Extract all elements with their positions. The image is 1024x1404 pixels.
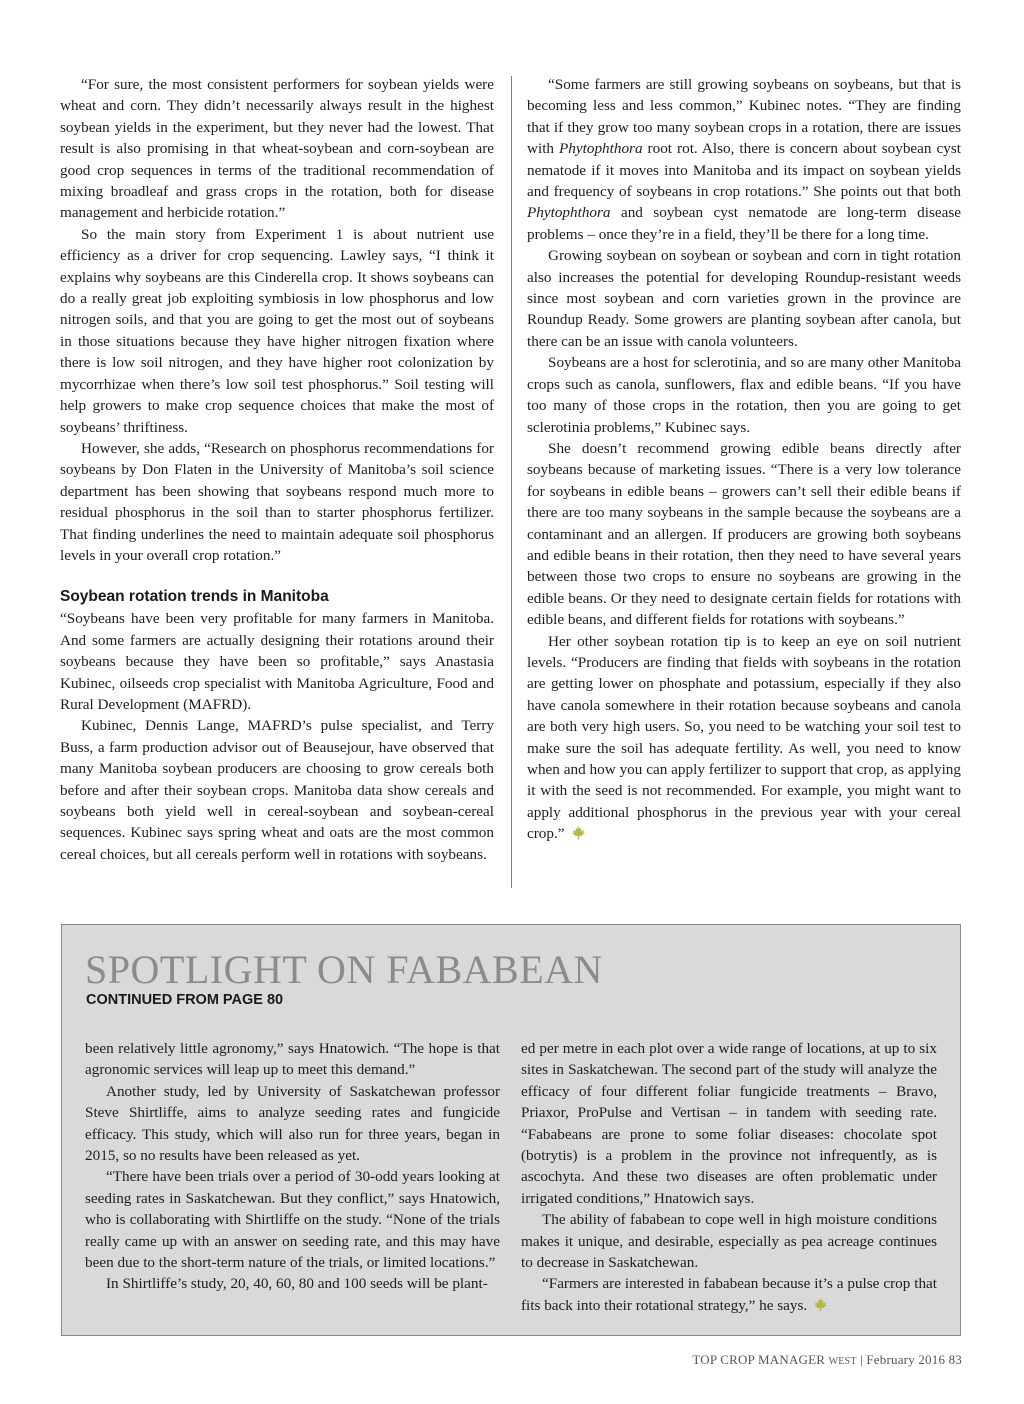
article-right-column: [527, 74, 961, 845]
sidebar-right-column: [521, 1038, 937, 1316]
sidebar-paragraph: Another study, led by University of Saskatchewan professor Steve Shirtliffe, aims to analyze seeding rates and fungicide efficacy. This study, which will also run for three years, began in 2015, so no results have been released as yet.: [85, 1082, 500, 1165]
article-paragraph: Soybeans are a host for sclerotinia, and so are many other Manitoba crops such as canola, sunflowers, flax and edible beans. “If you have too many of those crops in the rotation, then you are going to get sclerotinia problems,” Kubinec says.: [527, 354, 961, 436]
italic-term: Phytophthora: [559, 140, 643, 158]
article-paragraph: [527, 631, 961, 845]
article-paragraph: She doesn’t recommend growing edible beans directly after soybeans because of marketing issues. “There is a very low tolerance for soybeans in edible beans – growers can’t sell their edible beans if there are too many soybeans in the sample because the soybeans are a contaminant and an allergen. If producers are growing both soybeans and edible beans in their rotation, then they need to have several years between those two crops to ensure no soybeans are growing in the edible beans. Or they need to designate certain fields for rotations with edible beans, and different fields for rotations with soybeans.”: [527, 439, 961, 629]
sidebar-paragraph: In Shirtliffe’s study, 20, 40, 60, 80 and 100 seeds will be plant-: [106, 1275, 488, 1293]
text-run: Her other soybean rotation tip is to keep an eye on soil nutrient levels. “Producers are finding that fields with soybeans in the rotation are getting lower on phosphate and potassium, especially if they also have canola somewhere in their rotation because soybeans and canola are both very high users. So, you need to be watching your soil test to make sure the soil has adequate fertility. As well, you need to know when and how you can apply fertilizer to support that crop, as applying it with the seed is not recommended. For example, you might want to apply additional phosphorus in the previous year with your cereal crop.”: [527, 632, 961, 843]
article-paragraph: However, she adds, “Research on phosphorus recommendations for soybeans by Don Flaten in the University of Manitoba’s soil science department has been showing that soybeans respond much more to residual phosphorus in the soil than to starter phosphorus fertilizer. That finding underlines the need to maintain adequate soil phosphorus levels in your overall crop rotation.”: [60, 439, 494, 564]
sidebar-paragraph: “There have been trials over a period of 30-odd years looking at seeding rates in Saskatchewan. But they conflict,” says Hnatowich, who is collaborating with Shirtliffe on the study. “None of the trials really came up with an answer on seeding rate, and this may have been due to the short-term nature of the trials, or limited locations.”: [85, 1168, 500, 1272]
page-footer: [692, 1352, 962, 1368]
article-paragraph: Kubinec, Dennis Lange, MAFRD’s pulse specialist, and Terry Buss, a farm production advisor out of Beausejour, have observed that many Manitoba soybean producers are choosing to grow cereals both before and after their soybean crops. Manitoba data show cereals and soybeans both yield well in cereal-soybean and soybean-cereal sequences. Kubinec says spring wheat and oats are the most common cereal choices, but all cereals perform well in rotations with soybeans.: [60, 717, 494, 863]
maple-leaf-icon: [813, 1297, 828, 1312]
footer-separator: |: [860, 1352, 863, 1367]
sidebar-title: SPOTLIGHT ON FABABEAN: [85, 947, 603, 992]
column-divider: [511, 76, 512, 888]
article-paragraph: [527, 74, 961, 245]
italic-term: Phytophthora: [527, 204, 611, 222]
section-subhead: Soybean rotation trends in Manitoba: [60, 588, 329, 606]
issue-date-page: February 2016 83: [866, 1352, 962, 1367]
maple-leaf-icon: [571, 825, 586, 840]
text-run: “Farmers are interested in fababean because it’s a pulse crop that fits back into their rotational strategy,” he says.: [521, 1275, 937, 1314]
text-run: “Some farmers are still growing soybeans on soybeans, but that is becoming less and less common,” Kubinec notes. “They are finding that if they grow too many soybean crops in a rotation, there are issues with: [527, 76, 961, 158]
sidebar-paragraph: ed per metre in each plot over a wide range of locations, at up to six sites in Saskatchewan. The second part of the study will analyze the efficacy of four different foliar fungicide treatments – Bravo, Priaxor, ProPulse and Vertisan – in tandem with seeding rate. “Fababeans are prone to some foliar diseases: chocolate spot (botrytis) is a problem in the province not infrequently, as is ascochyta. And these two diseases are often problematic under irrigated conditions,” Hnatowich says.: [521, 1040, 937, 1207]
sidebar-paragraph: The ability of fababean to cope well in high moisture conditions makes it unique, and desirable, especially as pea acreage continues to decrease in Saskatchewan.: [521, 1211, 937, 1272]
edition-label: WEST: [828, 1356, 857, 1367]
sidebar-paragraph: been relatively little agronomy,” says Hnatowich. “The hope is that agronomic services will leap up to meet this demand.”: [85, 1040, 500, 1079]
text-run: root rot. Also, there is concern about soybean cyst nematode if it moves into Manitoba and its impact on soybean yields and frequency of soybeans in crop rotations.” She points out that both: [527, 140, 961, 201]
article-paragraph: So the main story from Experiment 1 is about nutrient use efficiency as a driver for crop sequencing. Lawley says, “I think it explains why soybeans are this Cinderella crop. It shows soybeans can do a really great job exploiting symbiosis in low phosphorus and low nitrogen soils, and that you are going to get the most out of soybeans in those situations because they have higher nitrogen fixation where there is low soil nitrogen, and they have higher root colonization by mycorrhizae when there’s low soil test phosphorus.” Soil testing will help growers to make crop sequence choices that make the most of soybeans’ thriftiness.: [60, 225, 494, 436]
article-paragraph: Growing soybean on soybean or soybean and corn in tight rotation also increases the potential for developing Roundup-resistant weeds since most soybean and corn varieties grown in the province are Roundup Ready. Some growers are planting soybean after canola, but there can be an issue with canola volunteers.: [527, 247, 961, 350]
article-paragraph: “Soybeans have been very profitable for many farmers in Manitoba. And some farmers are actually designing their rotations around their soybeans because they have been so profitable,” says Anastasia Kubinec, oilseeds crop specialist with Manitoba Agriculture, Food and Rural Development (MAFRD).: [60, 610, 494, 713]
text-run: and soybean cyst nematode are long-term disease problems – once they’re in a field, they’ll be there for a long time.: [527, 204, 961, 243]
sidebar-left-column: [85, 1038, 500, 1295]
article-paragraph: “For sure, the most consistent performers for soybean yields were wheat and corn. They didn’t necessarily always result in the highest soybean yields in the experiment, but they never had the lowest. That result is also promising in that wheat-soybean and corn-soybean are good crop sequences in terms of the traditional recommendation of mixing broadleaf and grass crops in the rotation, both for disease management and herbicide rotation.”: [60, 76, 494, 222]
sidebar-paragraph: [521, 1273, 937, 1316]
continued-label: CONTINUED FROM PAGE 80: [86, 992, 284, 1008]
article-left-column: [60, 74, 494, 865]
magazine-name: TOP CROP MANAGER: [692, 1352, 826, 1367]
